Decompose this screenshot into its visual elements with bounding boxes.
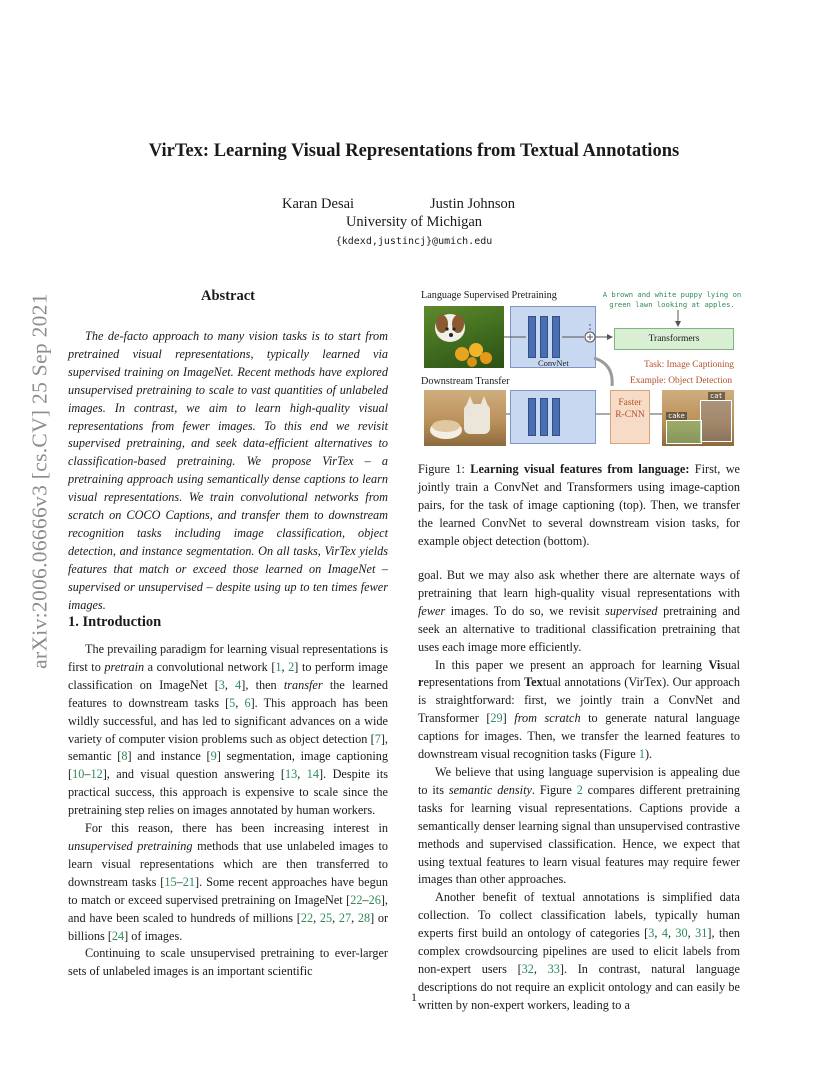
cake-bounding-box: [666, 420, 702, 444]
affiliation: University of Michigan: [345, 214, 483, 230]
cat-image: [424, 390, 506, 446]
conv-layer: [552, 398, 560, 436]
transformers-block: [614, 328, 734, 350]
abstract-text: [68, 328, 388, 615]
abstract-heading: Abstract: [201, 288, 255, 304]
page-number: 1: [411, 990, 417, 1004]
intro-paragraph-7: Another benefit of textual annotations is simplified data collection. To collect classification labels, typically human experts first build an ontology of categories [3, 4, 30, 31], then complex crowdsourcing pipelines are used to elicit labels from non-expert users [32, 33]. In contrast, natural language descriptions do not require an explicit ontology and can easily be written by non-expert workers, leading to a: [418, 890, 741, 1012]
author-email: {kdexd,justincj}@umich.edu: [335, 236, 493, 247]
cat-bounding-box: [700, 400, 732, 442]
figure-label-pretraining: Language Supervised Pretraining: [421, 290, 557, 301]
intro-paragraph-6: We believe that using language supervision is appealing due to its semantic density. Figure 2 compares different pretraining tasks for learning visual representations. Captions provide a semantically denser learning signal than unsupervised contrastive methods and supervised classification. Hence, we expect that using textual features to learn visual features may require fewer images than other approaches.: [418, 764, 741, 887]
intro-paragraph-5: In this paper we present an approach for learning Visual representations from Textual annotations (VirTex). Our approach is straightforward: first, we jointly train a ConvNet and Transformer [29] from scratch to generate natural language captions for images. Then, we transfer the learned features to downstream visual recognition tasks (Figure 1).: [418, 657, 740, 762]
intro-paragraph-4: goal. But we may also ask whether there are alternate ways of pretraining that learn high-quality visual representations with fewer images. To do so, we revisit supervised pretraining and seek an alternative to traditional classification pretraining that uses each image more efficiently.: [418, 568, 740, 654]
cat-detection-label: cat: [710, 392, 723, 400]
conv-layer: [528, 398, 536, 436]
detection-output-image: [662, 390, 734, 446]
faster-rcnn-label-2: R-CNN: [615, 410, 645, 420]
task-captioning-label: Task: Image Captioning: [644, 360, 734, 370]
faster-rcnn-block: [610, 390, 650, 444]
caption-rest: First, we jointly train a ConvNet and Transformers using image-caption pairs, for the task of image captioning (top). Then, we transfer the learned ConvNet to several downstream vision tasks, for example object detection (bottom).: [418, 462, 740, 548]
cake-detection-label: cake: [668, 412, 685, 420]
author-1: Karan Desai: [282, 196, 355, 212]
caption-prefix: Figure 1:: [418, 462, 471, 476]
intro-paragraph-1: The prevailing paradigm for learning visual representations is first to pretrain a convolutional network [1, 2] to perform image classification on ImageNet [3, 4], then transfer the learned features to downstream tasks [5, 6]. This approach has been wildly successful, and has led to significant advances on a wide variety of computer vision problems such as object detection [7], semantic [8] and instance [9] segmentation, image captioning [10–12], and visual question answering [13, 14]. Despite its practical success, this approach is expensive to scale since the pretraining step relies on images annotated by human workers.: [68, 642, 389, 818]
caption-bold: Learning visual features from language:: [470, 462, 690, 476]
convnet-label: ConvNet: [538, 358, 569, 368]
conv-layer: [540, 398, 548, 436]
transformers-label: Transformers: [648, 334, 700, 344]
arxiv-side-label: arXiv:2006.06666v3 [cs.CV] 25 Sep 2021: [27, 293, 52, 669]
intro-paragraph-3: Continuing to scale unsupervised pretraining to ever-larger sets of unlabeled images is an important scientific: [68, 946, 388, 979]
paper-title: VirTex: Learning Visual Representations from Textual Annotations: [148, 141, 680, 161]
figure-caption-example: A brown and white puppy lying on green lawn looking at apples.: [602, 290, 742, 309]
intro-paragraph-2: For this reason, there has been increasing interest in unsupervised pretraining methods that use unlabeled images to learn visual representations which are then transferred to downstream tasks [15–21]. Some recent approaches have begun to match or exceed supervised pretraining on ImageNet [22–26], and have been scaled to hundreds of millions [22, 25, 27, 28] or billions [24] of images.: [68, 821, 389, 943]
faster-rcnn-label-1: Faster: [618, 398, 642, 408]
figure-1-caption: [418, 461, 740, 551]
intro-right-column: [418, 567, 740, 1015]
cat-illustration: [424, 390, 506, 446]
figure-label-downstream: Downstream Transfer: [421, 376, 510, 387]
intro-left-column: [68, 641, 388, 981]
section-heading: 1. Introduction: [68, 614, 162, 630]
author-2: Justin Johnson: [430, 196, 516, 212]
example-detection-label: Example: Object Detection: [630, 376, 733, 386]
figure-1: [418, 286, 740, 466]
abstract-paragraph: The de-facto approach to many vision tasks is to start from pretrained visual representations, typically learned via supervised training on ImageNet. Recent methods have explored unsupervised pretraining to scale to vast quantities of unlabeled images. In contrast, we aim to learn high-quality visual representations from fewer images. To this end we revisit supervised pretraining, and seek data-efficient alternatives to classification-based pretraining. We propose VirTex – a pretraining approach using semantically dense captions to learn visual representations. We train convolutional networks from scratch on COCO Captions, and transfer them to downstream recognition tasks including image classification, object detection, and instance segmentation. On all tasks, VirTex yields features that match or exceed those learned on ImageNet – supervised or unsupervised – despite using up to ten times fewer images.: [68, 329, 388, 612]
